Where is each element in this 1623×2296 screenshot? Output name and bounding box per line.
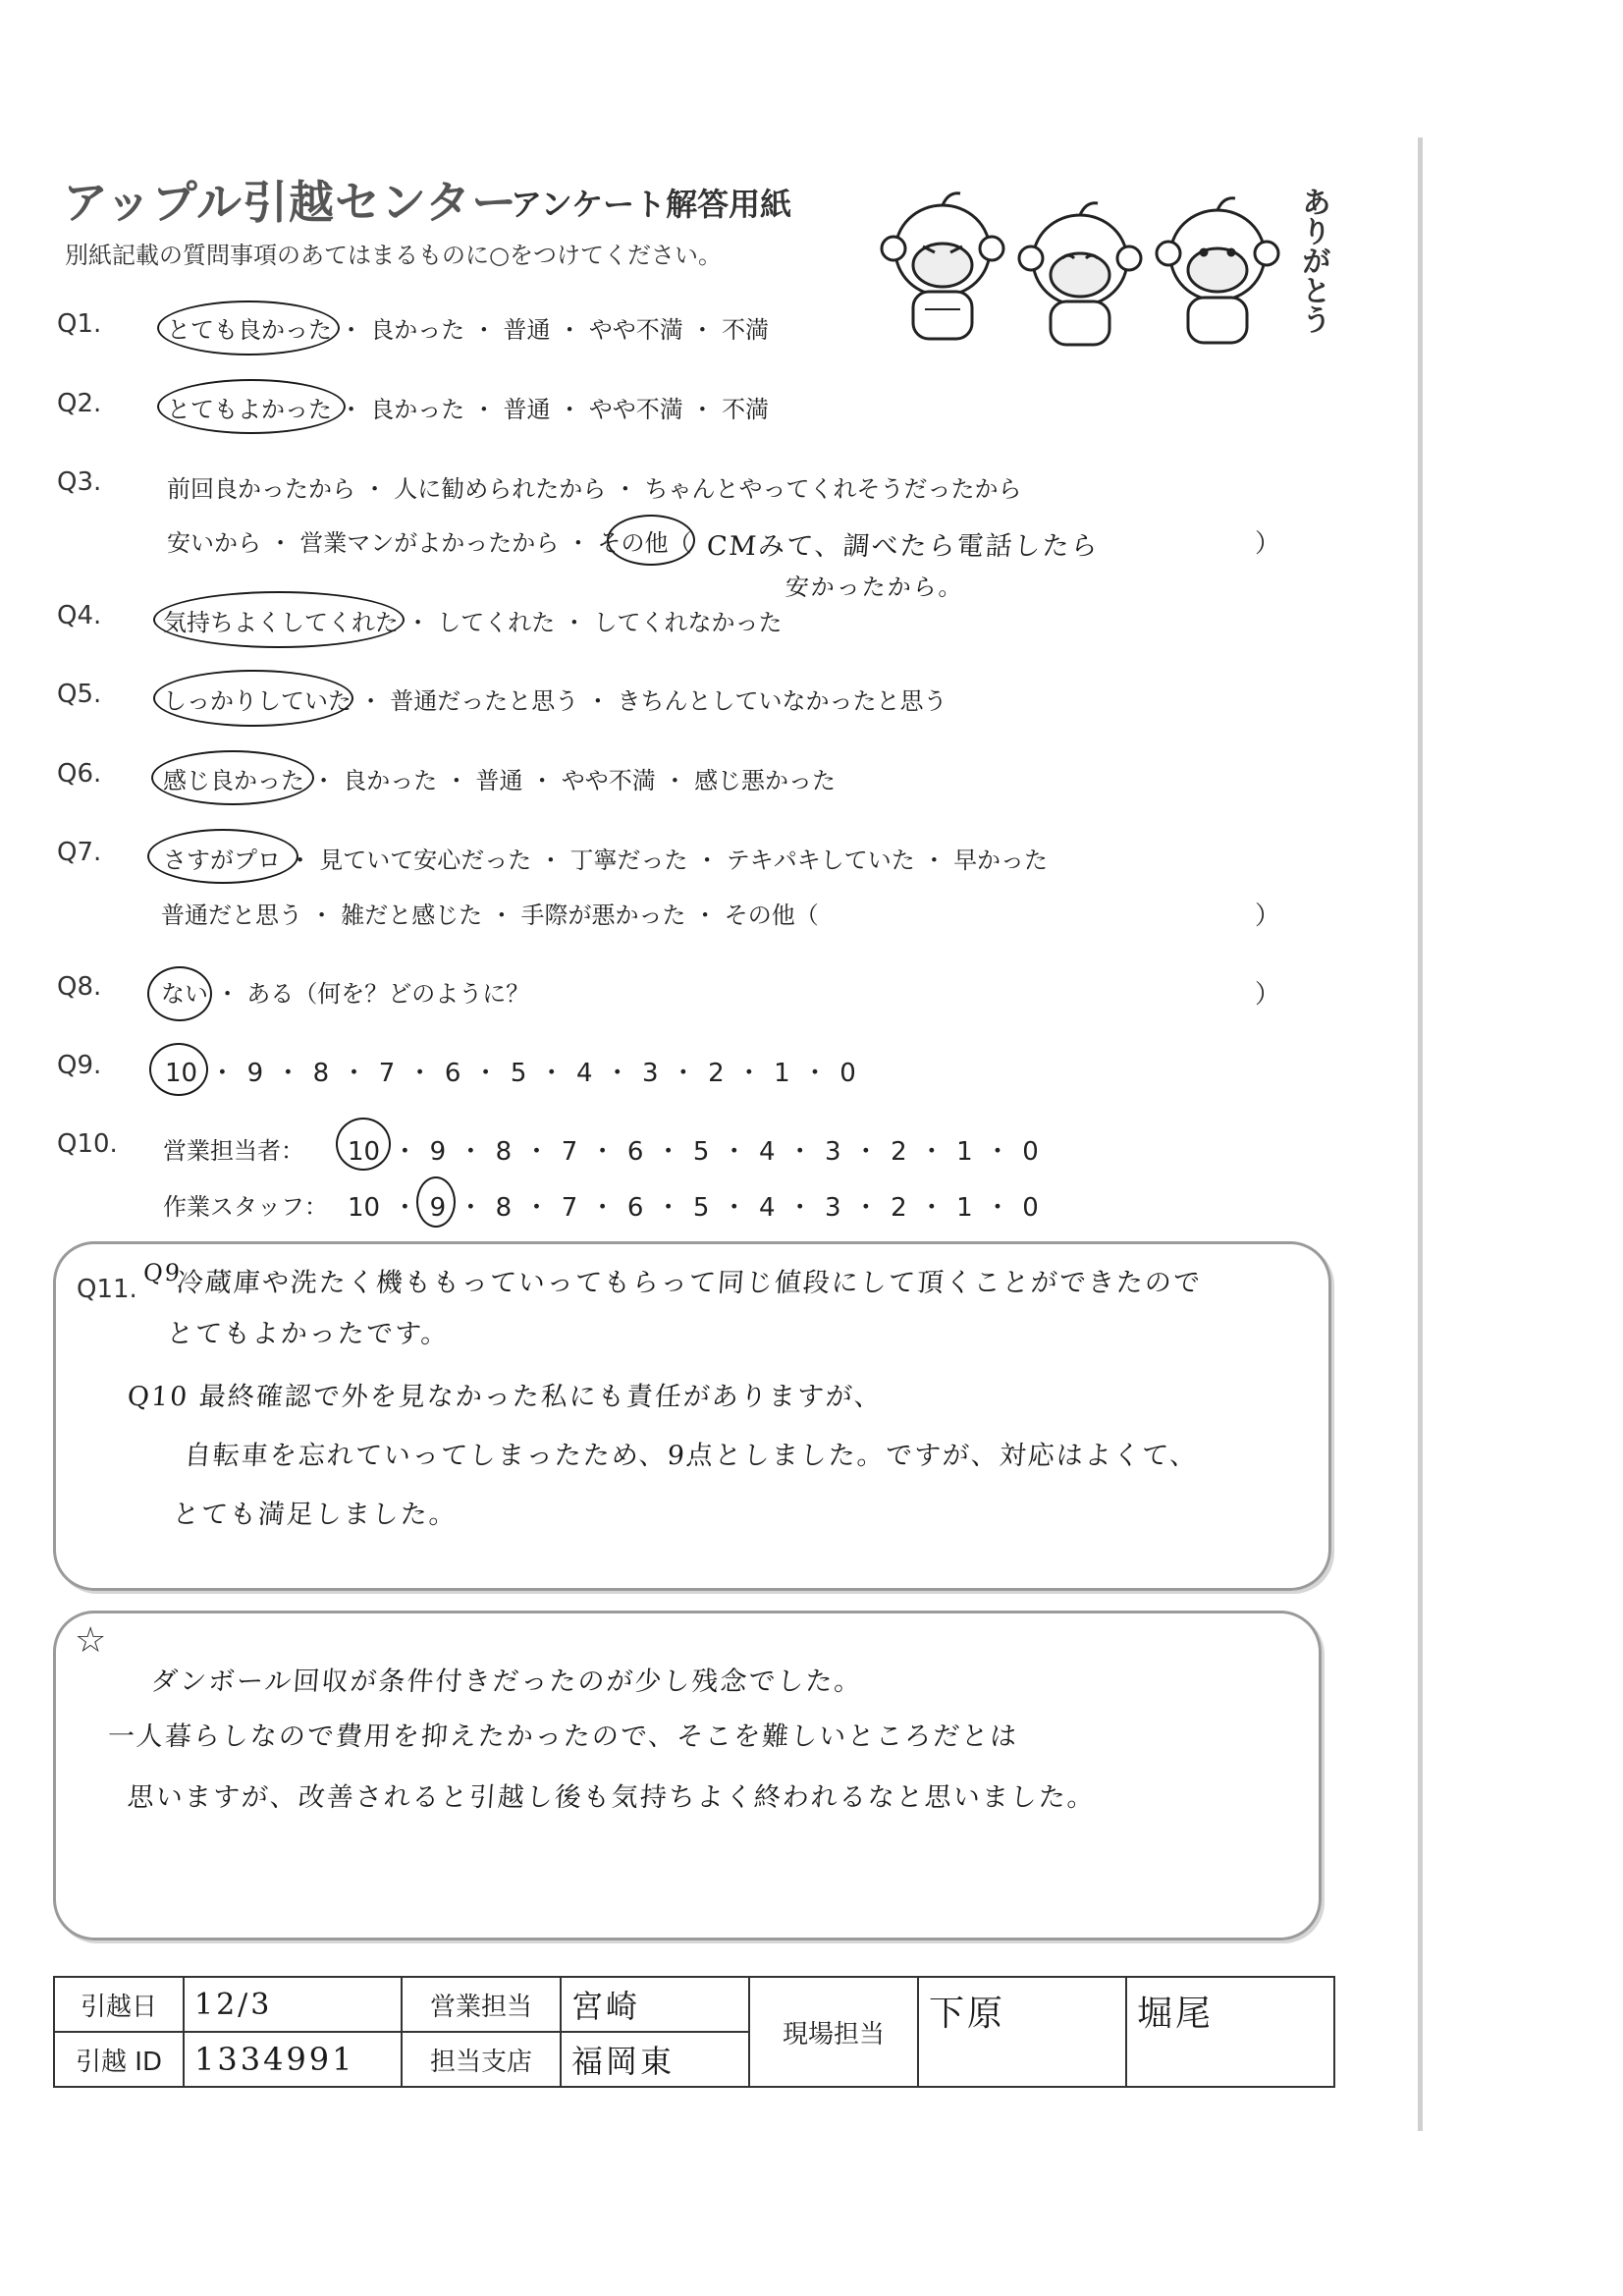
q7-option[interactable]: 早かった: [953, 847, 1049, 874]
answer-circle: [336, 1118, 391, 1171]
q7-option[interactable]: さすがプロ: [163, 847, 281, 874]
q3-number: Q3.: [57, 467, 102, 497]
q5-option[interactable]: しっかりしていた: [163, 687, 352, 715]
close-paren: ）: [1255, 529, 1281, 559]
q10-number: Q10.: [57, 1129, 118, 1159]
q3-option[interactable]: その他: [597, 529, 669, 557]
q3-options-line2: 安いから ・ 営業マンがよかったから ・ その他（: [167, 529, 692, 557]
q2-option[interactable]: とてもよかった: [167, 396, 332, 423]
q5-option[interactable]: 普通だったと思う: [390, 687, 579, 715]
extra-comment-line: 思いますが、改善されると引越し後も気持ちよく終われるなと思いました。: [126, 1782, 1097, 1813]
move-id-value[interactable]: 1334991: [184, 2032, 402, 2087]
q6-option[interactable]: 良かった: [343, 767, 438, 794]
answer-circle: [157, 379, 346, 434]
answer-circle: [416, 1176, 456, 1228]
q4-number: Q4.: [57, 601, 102, 630]
q5-options: しっかりしていた ・ 普通だったと思う ・ きちんとしていなかったと思う: [163, 687, 947, 715]
q5-number: Q5.: [57, 680, 102, 709]
q7-option[interactable]: 丁寧だった: [569, 847, 688, 874]
q2-option[interactable]: 普通: [503, 396, 551, 423]
q6-options: 感じ良かった ・ 良かった ・ 普通 ・ やや不満 ・ 感じ悪かった: [163, 767, 837, 794]
q4-options: 気持ちよくしてくれた ・ してくれた ・ してくれなかった: [163, 609, 783, 636]
q11-prefix: Q9: [142, 1259, 183, 1286]
q8-option[interactable]: ない: [161, 980, 208, 1008]
star-icon: ☆: [75, 1620, 107, 1661]
q1-number: Q1.: [57, 309, 102, 339]
mascot-thanks-text: ありがとう: [1296, 187, 1330, 334]
q2-options: とてもよかった ・ 良かった ・ 普通 ・ やや不満 ・ 不満: [167, 396, 770, 423]
q6-number: Q6.: [57, 759, 102, 789]
q1-option[interactable]: 不満: [722, 316, 770, 344]
q10-sales-scale[interactable]: 10 ・ 9 ・ 8 ・ 7 ・ 6 ・ 5 ・ 4 ・ 3 ・ 2 ・ 1 ・ 0: [348, 1137, 1039, 1167]
monkey-icon: [1019, 203, 1141, 345]
q3-options-line1: 前回良かったから ・ 人に勧められたから ・ ちゃんとやってくれそうだったから: [167, 475, 1022, 503]
answer-circle: [151, 750, 314, 805]
q10-sales-label: 営業担当者：: [163, 1137, 304, 1165]
answer-circle: [147, 829, 298, 884]
q6-option[interactable]: やや不満: [561, 767, 656, 794]
q1-option[interactable]: やや不満: [588, 316, 683, 344]
extra-comment-line: 一人暮らしなので費用を抑えたかったので、そこを難しいところだとは: [106, 1722, 1020, 1752]
q2-option[interactable]: やや不満: [588, 396, 683, 423]
q2-number: Q2.: [57, 389, 102, 418]
q7-option[interactable]: その他（: [724, 902, 819, 929]
answer-circle: [153, 670, 353, 727]
q7-option[interactable]: 雑だと感じた: [341, 902, 483, 929]
branch-value[interactable]: 福岡東: [561, 2032, 749, 2087]
q1-option[interactable]: 良かった: [370, 316, 465, 344]
q4-option[interactable]: してくれた: [437, 609, 556, 636]
q4-option[interactable]: してくれなかった: [593, 609, 783, 636]
q9-scale[interactable]: 10 ・ 9 ・ 8 ・ 7 ・ 6 ・ 5 ・ 4 ・ 3 ・ 2 ・ 1 ・ 0: [165, 1059, 856, 1088]
close-paren: ）: [1255, 980, 1281, 1010]
q4-option[interactable]: 気持ちよくしてくれた: [163, 609, 399, 636]
q2-option[interactable]: 良かった: [370, 396, 465, 423]
move-info-table: [53, 1976, 1335, 2088]
answer-circle: [153, 591, 405, 648]
close-paren: ）: [1255, 902, 1281, 931]
q3-option[interactable]: 人に勧められたから: [394, 475, 607, 503]
move-id-label: 引越 ID: [54, 2032, 184, 2087]
scan-edge-shadow: [1418, 137, 1423, 2131]
q5-option[interactable]: きちんとしていなかったと思う: [617, 687, 947, 715]
q8-number: Q8.: [57, 972, 102, 1002]
monkey-icon: [882, 193, 1003, 339]
q6-option[interactable]: 普通: [475, 767, 523, 794]
answer-circle: [149, 1043, 208, 1096]
q7-options-line1: さすがプロ ・ 見ていて安心だった ・ 丁寧だった ・ テキパキしていた ・ 早かった: [163, 847, 1049, 874]
q3-other-answer-line2: 安かったから。: [784, 574, 965, 601]
mascot-illustration: [854, 182, 1306, 349]
q11-line: 自転車を忘れていってしまったため、9点としました。ですが、対応はよくて、: [183, 1441, 1200, 1471]
q6-option[interactable]: 感じ良かった: [163, 767, 304, 794]
q8-option[interactable]: ある（何を？どのように？: [246, 980, 530, 1008]
site-rep-1-value[interactable]: 下原: [918, 1977, 1126, 2087]
q10-staff-scale[interactable]: 10 ・ 9 ・ 8 ・ 7 ・ 6 ・ 5 ・ 4 ・ 3 ・ 2 ・ 1 ・ 0: [348, 1193, 1039, 1223]
site-rep-2-value[interactable]: 堀尾: [1126, 1977, 1334, 2087]
monkey-icon: [1157, 198, 1278, 343]
q1-options: とても良かった ・ 良かった ・ 普通 ・ やや不満 ・ 不満: [167, 316, 770, 344]
company-title: アップル引越センター: [63, 176, 518, 229]
q7-option[interactable]: 手際が悪かった: [520, 902, 686, 929]
q3-option[interactable]: ちゃんとやってくれそうだったから: [644, 475, 1022, 503]
q11-label: Q11.: [77, 1275, 137, 1304]
answer-circle: [147, 966, 212, 1021]
q1-option[interactable]: 普通: [503, 316, 551, 344]
sales-rep-label: 営業担当: [402, 1977, 561, 2032]
q11-line: とても満足しました。: [171, 1500, 459, 1530]
q7-option[interactable]: 見ていて安心だった: [319, 847, 532, 874]
q9-number: Q9.: [57, 1051, 102, 1080]
answer-circle: [607, 515, 695, 566]
q10-staff-label: 作業スタッフ：: [163, 1193, 328, 1221]
move-date-value[interactable]: 12/3: [184, 1977, 402, 2032]
q6-option[interactable]: 感じ悪かった: [694, 767, 837, 794]
q7-option[interactable]: 普通だと思う: [161, 902, 302, 929]
q3-option[interactable]: 前回良かったから: [167, 475, 355, 503]
q3-option[interactable]: 営業マンがよかったから: [299, 529, 560, 557]
q11-line: 冷蔵庫や洗たく機ももっていってもらって同じ値段にして頂くことができたので: [175, 1268, 1203, 1298]
instruction-text: 別紙記載の質問事項のあてはまるものに○をつけてください。: [65, 242, 722, 269]
q2-option[interactable]: 不満: [722, 396, 770, 423]
q3-other-answer-line1: CMみて、調べたら電話したら: [705, 531, 1101, 562]
extra-comment-line: ダンボール回収が条件付きだったのが少し残念でした。: [149, 1667, 864, 1697]
q3-option[interactable]: 安いから: [167, 529, 261, 557]
sales-rep-value[interactable]: 宮崎: [561, 1977, 749, 2032]
q7-option[interactable]: テキパキしていた: [726, 847, 915, 874]
q8-options: ない ・ ある（何を？どのように？: [161, 980, 530, 1008]
q11-line: Q10 最終確認で外を見なかった私にも責任がありますが、: [126, 1382, 884, 1412]
form-title: アンケート解答用紙: [511, 186, 792, 223]
q1-option[interactable]: とても良かった: [167, 316, 332, 344]
move-date-label: 引越日: [54, 1977, 184, 2032]
branch-label: 担当支店: [402, 2032, 561, 2087]
site-rep-label: 現場担当: [749, 1977, 918, 2087]
q7-number: Q7.: [57, 838, 102, 867]
answer-circle: [157, 301, 340, 355]
q7-options-line2: 普通だと思う ・ 雑だと感じた ・ 手際が悪かった ・ その他（: [161, 902, 819, 929]
q11-line: とてもよかったです。: [165, 1319, 451, 1349]
